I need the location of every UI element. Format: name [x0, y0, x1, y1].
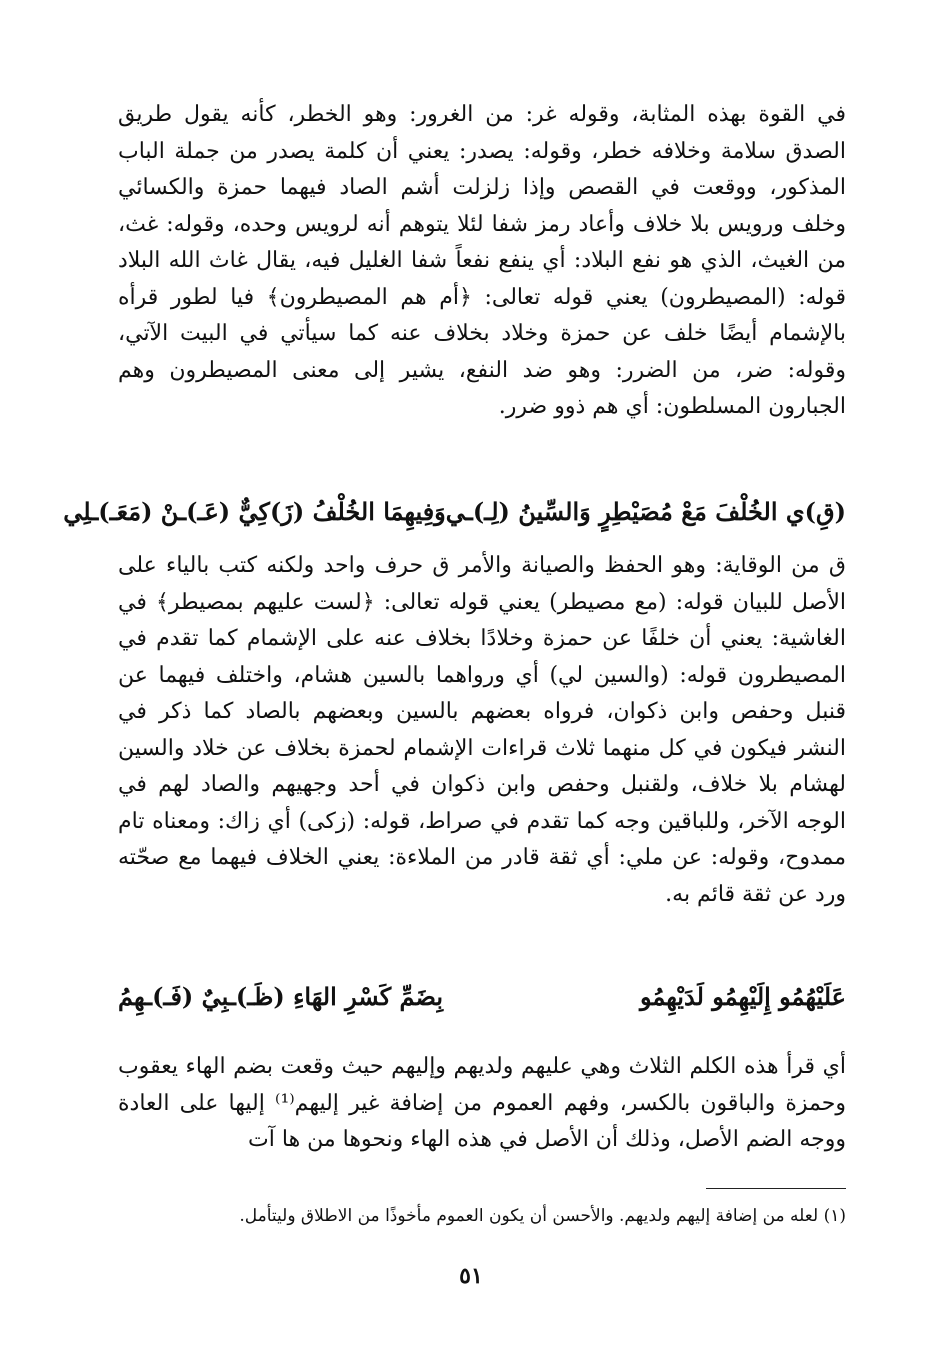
verse-2-left-hemistich: بِضَمِّ كَسْرِ الهَاءِ (ظَـ)ـبِيٌ (فَـ)ـهِمُ [118, 982, 444, 1011]
verse-1-right-hemistich: (قِ)ي الخُلْفَ مَعْ مُصَيْطِرٍ وَالسِّينُ (لِـ)ـي [445, 497, 846, 526]
commentary-paragraph-1: في القوة بهذه المثابة، وقوله غر: من الغرور: وهو الخطر، كأنه يقول طريق الصدق سلامة وخلافه خطر، وقوله: يصدر: يعني أن كلمة يصدر من جملة الباب المذكور، ووقعت في القصص وإذا زلزلت أشم الصاد فيهما حمزة والكسائي وخلف ورويس بلا خلاف وأعاد رمز شفا لئلا يتوهم أنه لرويس وحده، وقوله: غث، من الغيث، الذي هو نفع البلاد: أي ينفع نفعاً شفا الغليل فيه، يقال غاث الله البلاد قوله: (المصيطرون) يعني قوله تعالى: ﴿أم هم المصيطرون﴾ فيا لطور قرأه بالإشمام أيضًا خلف عن حمزة وخلاد بخلاف عنه كما سيأتي في البيت الآتي، وقوله: ضر، من الضرر: وهو ضد النفع، يشير إلى معنى المصيطرون وهم الجبارون المسلطون: أي هم ذوو ضرر. [118, 102, 846, 419]
verse-line-2 [118, 981, 846, 1013]
commentary-paragraph-3: أي قرأ هذه الكلم الثلاث وهي عليهم ولديهم وإليهم حيث وقعت بضم الهاء يعقوب وحمزة والباقون بالكسر، وفهم العموم من إضافة غير إليهم⁽¹⁾ إليها على العادة ووجه الضم الأصل، وذلك أن الأصل في هذه الهاء ونحوها من ها آت [118, 1054, 847, 1152]
verse-1-left-hemistich: وَفِيهِمَا الخُلْفُ (زَ)كِيٌّ (عَـ)ـنْ (مَعَـ)ـلِي [63, 497, 446, 526]
verse-line-1 [63, 496, 846, 528]
verse-2-right-hemistich: عَلَيْهُمُو إِلَيْهِمُو لَدَيْهِمُو [639, 982, 846, 1011]
commentary-paragraph-2: ق من الوقاية: وهو الحفظ والصيانة والأمر ق حرف واحد ولكنه كتب بالياء على الأصل للبيان قوله: (مع مصيطر) يعني قوله تعالى: ﴿لست عليهم بمصيطر﴾ في الغاشية: يعني أن خلفًا عن حمزة وخلادًا بخلاف عنه على الإشمام كما تقدم في المصيطرون قوله: (والسين لي) أي ورواهما بالسين هشام، واختلف فيهما عن قنبل وحفص وابن ذكوان، فرواه بعضهم بالسين وبعضهم بالصاد كما ذكر في النشر فيكون في كل منهما ثلاث قراءات الإشمام لحمزة بخلاف عن خلاد والسين لهشام بلا خلاف، ولقنبل وحفص وابن ذكوان في أحد وجهيهم والصاد لهم في الوجه الآخر، وللباقين وجه كما تقدم في صراط، قوله: (زكى) أي زاك: ومعناه تام ممدوح، وقوله: عن ملي: أي ثقة قادر من الملاءة: يعني الخلاف فيهما مع صحّته ورد عن ثقة قائم به. [118, 553, 846, 907]
page-number: ٥١ [459, 1263, 483, 1289]
footnote: (١) لعله من إضافة إليهم ولديهم. والأحسن أن يكون العموم مأخوذًا من الاطلاق وليتأمل. [239, 1206, 846, 1226]
footnote-divider [706, 1188, 846, 1189]
